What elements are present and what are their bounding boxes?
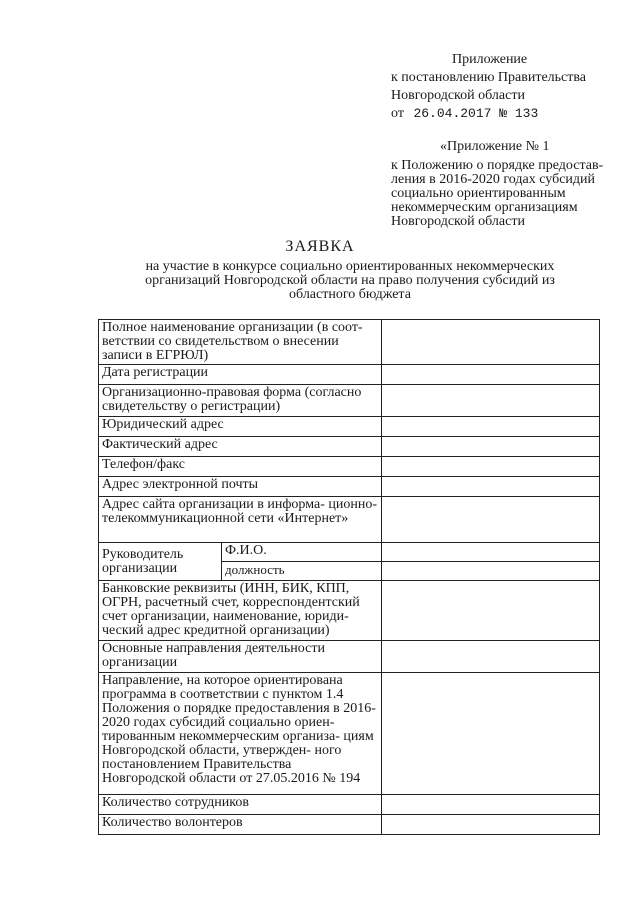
table-row xyxy=(99,641,600,673)
table-row xyxy=(99,457,600,477)
head-position-label: должность xyxy=(222,562,382,581)
table-row xyxy=(99,497,600,543)
header-appendix: Приложение xyxy=(452,52,528,67)
row-label: Количество волонтеров xyxy=(99,815,382,835)
application-table xyxy=(98,319,600,835)
table-row xyxy=(99,543,600,562)
row-label: Адрес сайта организации в информа- ционно-телекоммуникационной сети «Интернет» xyxy=(99,497,382,543)
head-label: Руководитель организации xyxy=(99,543,222,581)
appendix-title: «Приложение № 1 xyxy=(440,139,550,154)
header-date-prefix: от xyxy=(391,106,404,121)
row-label: Полное наименование организации (в соот- ветствии со свидетельством о внесении записи в ЕГРЮЛ) xyxy=(99,320,382,365)
row-value[interactable] xyxy=(382,457,600,477)
table-row xyxy=(99,673,600,795)
doc-title: ЗАЯВКА xyxy=(285,238,355,255)
table-row xyxy=(99,417,600,437)
row-value[interactable] xyxy=(382,497,600,543)
table-row xyxy=(99,320,600,365)
row-label: Организационно-правовая форма (согласно свидетельству о регистрации) xyxy=(99,385,382,417)
row-label: Юридический адрес xyxy=(99,417,382,437)
appendix-line: Новгородской области xyxy=(391,214,525,229)
table-row xyxy=(99,385,600,417)
doc-subtitle-line: областного бюджета xyxy=(289,287,411,302)
row-value[interactable] xyxy=(382,320,600,365)
appendix-line: ления в 2016-2020 годах субсидий xyxy=(391,172,596,187)
table-row xyxy=(99,365,600,385)
row-value[interactable] xyxy=(382,385,600,417)
doc-subtitle-line: на участие в конкурсе социально ориентированных некоммерческих xyxy=(145,259,555,274)
row-value[interactable] xyxy=(382,417,600,437)
appendix-line: некоммерческим организациям xyxy=(391,200,578,215)
table-row xyxy=(99,477,600,497)
header-date-value: 26.04.2017 № 133 xyxy=(413,106,539,121)
head-fio-value[interactable] xyxy=(382,543,600,562)
row-value[interactable] xyxy=(382,641,600,673)
appendix-line: к Положению о порядке предостав- xyxy=(391,158,604,173)
row-value[interactable] xyxy=(382,815,600,835)
table-row xyxy=(99,437,600,457)
head-fio-label: Ф.И.О. xyxy=(222,543,382,562)
row-value[interactable] xyxy=(382,437,600,457)
header-date xyxy=(391,106,538,121)
appendix-line: социально ориентированным xyxy=(391,186,566,201)
row-label: Телефон/факс xyxy=(99,457,382,477)
table-row xyxy=(99,795,600,815)
row-label: Направление, на которое ориентирована программа в соответствии с пунктом 1.4 Положения о порядке предоставления в 2016-2020 годах субсидий социально ориен- тированным некоммерческим организа- циям Новгородской области, утвержден- ного постановлением Правительства Новгородской области от 27.05.2016 № 194 xyxy=(99,673,382,795)
header-region: Новгородской области xyxy=(391,88,525,103)
row-label: Адрес электронной почты xyxy=(99,477,382,497)
row-label: Дата регистрации xyxy=(99,365,382,385)
head-position-value[interactable] xyxy=(382,562,600,581)
row-label: Фактический адрес xyxy=(99,437,382,457)
header-resolution: к постановлению Правительства xyxy=(391,70,587,85)
table-row xyxy=(99,581,600,641)
row-value[interactable] xyxy=(382,477,600,497)
row-label: Основные направления деятельности организации xyxy=(99,641,382,673)
table-row xyxy=(99,815,600,835)
row-value[interactable] xyxy=(382,795,600,815)
doc-subtitle-line: организаций Новгородской области на право получения субсидий из xyxy=(145,273,555,288)
row-label: Банковские реквизиты (ИНН, БИК, КПП, ОГРН, расчетный счет, корреспондентский счет организации, наименование, юриди- ческий адрес кредитной организации) xyxy=(99,581,382,641)
row-value[interactable] xyxy=(382,673,600,795)
row-value[interactable] xyxy=(382,581,600,641)
row-value[interactable] xyxy=(382,365,600,385)
row-label: Количество сотрудников xyxy=(99,795,382,815)
